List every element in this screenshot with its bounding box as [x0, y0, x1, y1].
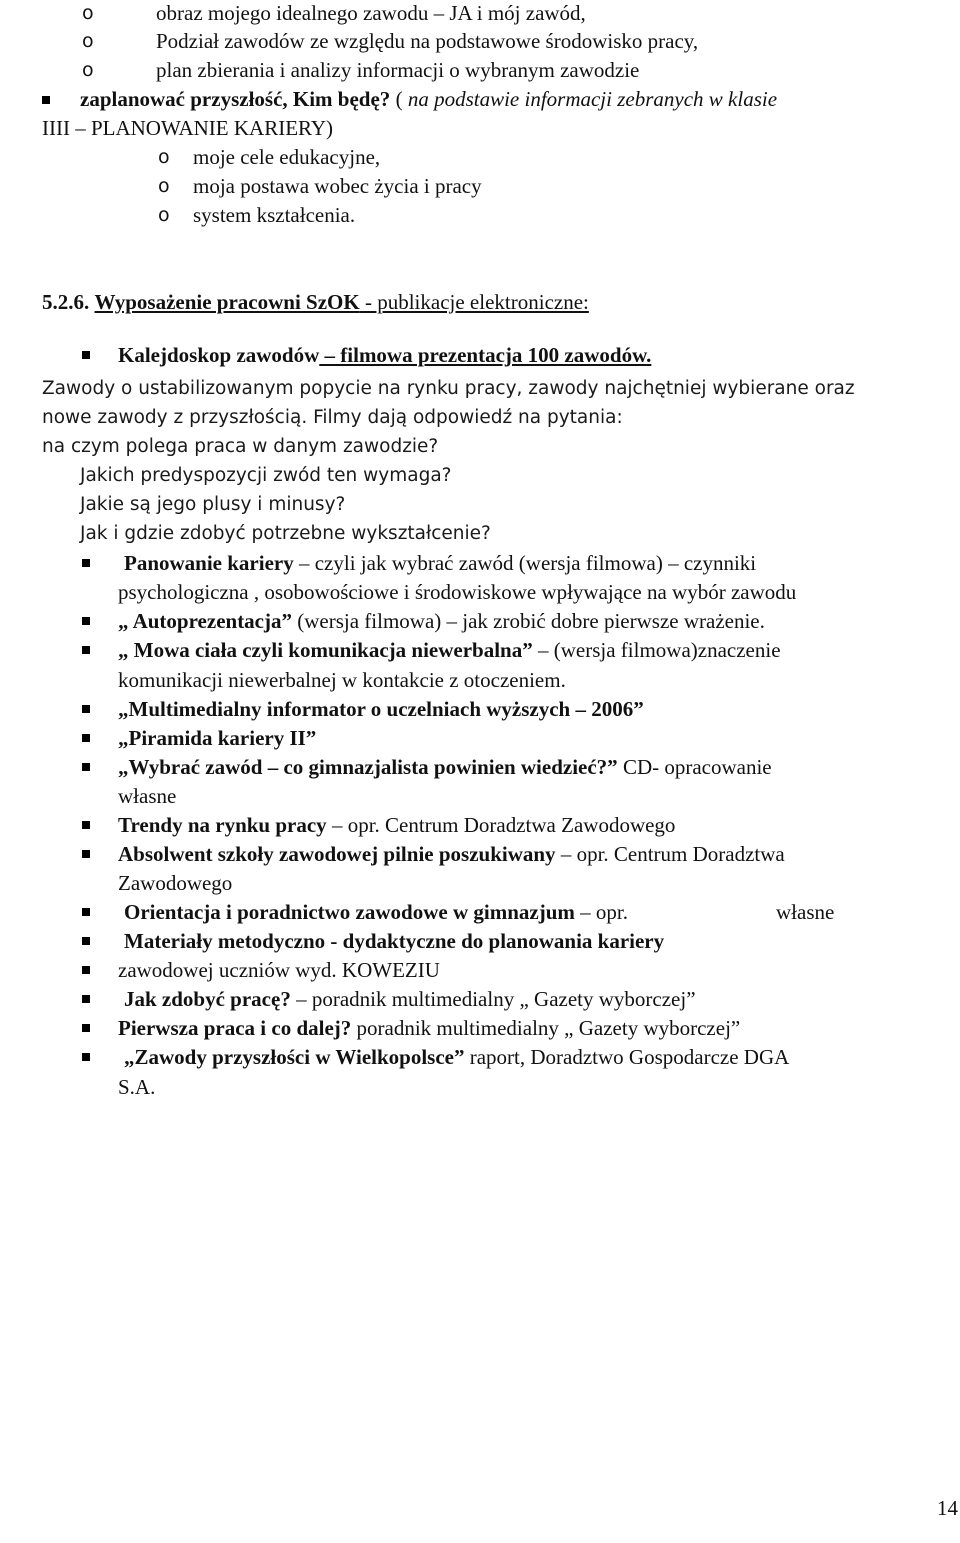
item-text: – opr.: [574, 900, 628, 924]
item-mowa: [118, 637, 781, 663]
circle-bullet-icon: o: [82, 2, 94, 24]
square-bullet-icon: [82, 995, 90, 1003]
square-bullet-icon: [82, 850, 90, 858]
desc-line: Jakie są jego plusy i minusy?: [80, 494, 346, 515]
item-piramida: „Piramida kariery II”: [118, 726, 317, 750]
circle-bullet-icon: o: [158, 204, 170, 226]
kalejdoskop-subtitle: – filmowa prezentacja 100 zawodów: [319, 343, 647, 367]
item-multimedialny: „Multimedialny informator o uczelniach wyższych – 2006”: [118, 697, 644, 721]
square-bullet-icon: [82, 559, 90, 567]
square-bullet-icon: [82, 763, 90, 771]
item-title: Absolwent szkoły zawodowej pilnie poszukiwany: [118, 842, 556, 866]
item-title: Pierwsza praca i co dalej?: [118, 1016, 352, 1040]
item-text: – poradnik multimedialny „ Gazety wyborczej”: [290, 987, 696, 1011]
square-bullet-icon: [82, 966, 90, 974]
item-panowanie-2: psychologiczna , osobowościowe i środowiskowe wpływające na wybór zawodu: [118, 580, 797, 604]
square-bullet-icon: [82, 705, 90, 713]
item-text: – (wersja filmowa)znaczenie: [532, 638, 781, 662]
item-absolwent-2: Zawodowego: [118, 871, 233, 895]
item-text: raport, Doradztwo Gospodarcze DGA: [464, 1045, 790, 1069]
section-number: 5.2.6.: [42, 290, 90, 314]
item-text: – opr. Centrum Doradztwa: [555, 842, 785, 866]
item-title: „ Mowa ciała czyli komunikacja niewerbalna”: [118, 638, 533, 662]
item-wybrac: [118, 754, 772, 780]
square-bullet-icon: [82, 908, 90, 916]
square-bullet-icon: [82, 821, 90, 829]
item-pierwsza: [118, 1015, 740, 1041]
item-text: CD- opracowanie: [617, 755, 772, 779]
square-bullet-icon: [82, 351, 90, 359]
list-item: obraz mojego idealnego zawodu – JA i mój zawód,: [156, 1, 586, 25]
item-materialy: Materiały metodyczno - dydaktyczne do planowania kariery: [124, 929, 665, 953]
item-jak: [124, 986, 696, 1012]
plan-item: moje cele edukacyjne,: [193, 145, 381, 169]
item-mowa-2: komunikacji niewerbalnej w kontakcie z otoczeniem.: [118, 668, 566, 692]
square-bullet-icon: [82, 734, 90, 742]
item-absolwent: [118, 841, 785, 867]
item-trendy: [118, 812, 675, 838]
square-bullet-icon: [82, 937, 90, 945]
square-bullet-icon: [82, 1024, 90, 1032]
desc-line: Zawody o ustabilizowanym popycie na rynku pracy, zawody najchętniej wybierane oraz: [42, 378, 855, 399]
item-panowanie: [124, 550, 756, 576]
plan-paren: (: [395, 87, 408, 111]
plan-line-2: IIII – PLANOWANIE KARIERY): [42, 116, 334, 140]
kalejdoskop-title: Kalejdoskop zawodów: [118, 343, 320, 367]
item-title: Jak zdobyć pracę?: [124, 987, 291, 1011]
section-title-rest: - publikacje elektroniczne:: [359, 290, 589, 314]
square-bullet-icon: [82, 617, 90, 625]
circle-bullet-icon: o: [82, 59, 94, 81]
circle-bullet-icon: o: [158, 146, 170, 168]
list-item: plan zbierania i analizy informacji o wybranym zawodzie: [156, 58, 640, 82]
item-title: „Zawody przyszłości w Wielkopolsce”: [124, 1045, 465, 1069]
plan-item: system kształcenia.: [193, 203, 356, 227]
desc-line: Jakich predyspozycji zwód ten wymaga?: [80, 465, 452, 486]
plan-line: [80, 86, 777, 112]
square-bullet-icon: [42, 96, 50, 104]
desc-line: Jak i gdzie zdobyć potrzebne wykształcenie?: [80, 523, 491, 544]
kalejdoskop-dot: .: [646, 343, 652, 367]
square-bullet-icon: [82, 1053, 90, 1061]
item-text: – opr. Centrum Doradztwa Zawodowego: [326, 813, 676, 837]
circle-bullet-icon: o: [82, 30, 94, 52]
item-orientacja-extra: własne: [776, 900, 835, 924]
item-zawodowej: zawodowej uczniów wyd. KOWEZIU: [118, 958, 440, 982]
item-title: Panowanie kariery: [124, 551, 294, 575]
item-title: „ Autoprezentacja”: [118, 609, 292, 633]
item-text: poradnik multimedialny „ Gazety wyborczej”: [351, 1016, 741, 1040]
item-orientacja: [124, 899, 628, 925]
square-bullet-icon: [82, 646, 90, 654]
plan-item: moja postawa wobec życia i pracy: [193, 174, 482, 198]
item-title: „Wybrać zawód – co gimnazjalista powinien wiedzieć?”: [118, 755, 618, 779]
desc-line: na czym polega praca w danym zawodzie?: [42, 436, 439, 457]
item-wybrac-2: własne: [118, 784, 177, 808]
item-text: (wersja filmowa) – jak zrobić dobre pierwsze wrażenie.: [292, 609, 765, 633]
item-text: – czyli jak wybrać zawód (wersja filmowa) – czynniki: [293, 551, 757, 575]
desc-line: nowe zawody z przyszłością. Filmy dają odpowiedź na pytania:: [42, 407, 623, 428]
page-number: 14: [937, 1496, 958, 1520]
item-title: Trendy na rynku pracy: [118, 813, 327, 837]
list-item: Podział zawodów ze względu na podstawowe środowisko pracy,: [156, 29, 699, 53]
item-zawody-2: S.A.: [118, 1075, 156, 1099]
circle-bullet-icon: o: [158, 175, 170, 197]
kalejdoskop-line: [118, 342, 651, 368]
section-title-bold: Wyposażenie pracowni SzOK: [94, 290, 360, 314]
section-heading: [42, 289, 589, 315]
item-zawody: [124, 1044, 789, 1070]
section-title: [95, 290, 589, 314]
plan-bold: zaplanować przyszłość, Kim będę?: [80, 87, 391, 111]
item-autoprezentacja: [118, 608, 765, 634]
item-title: Orientacja i poradnictwo zawodowe w gimnazjum: [124, 900, 575, 924]
plan-italic: na podstawie informacji zebranych w klasie: [407, 87, 778, 111]
